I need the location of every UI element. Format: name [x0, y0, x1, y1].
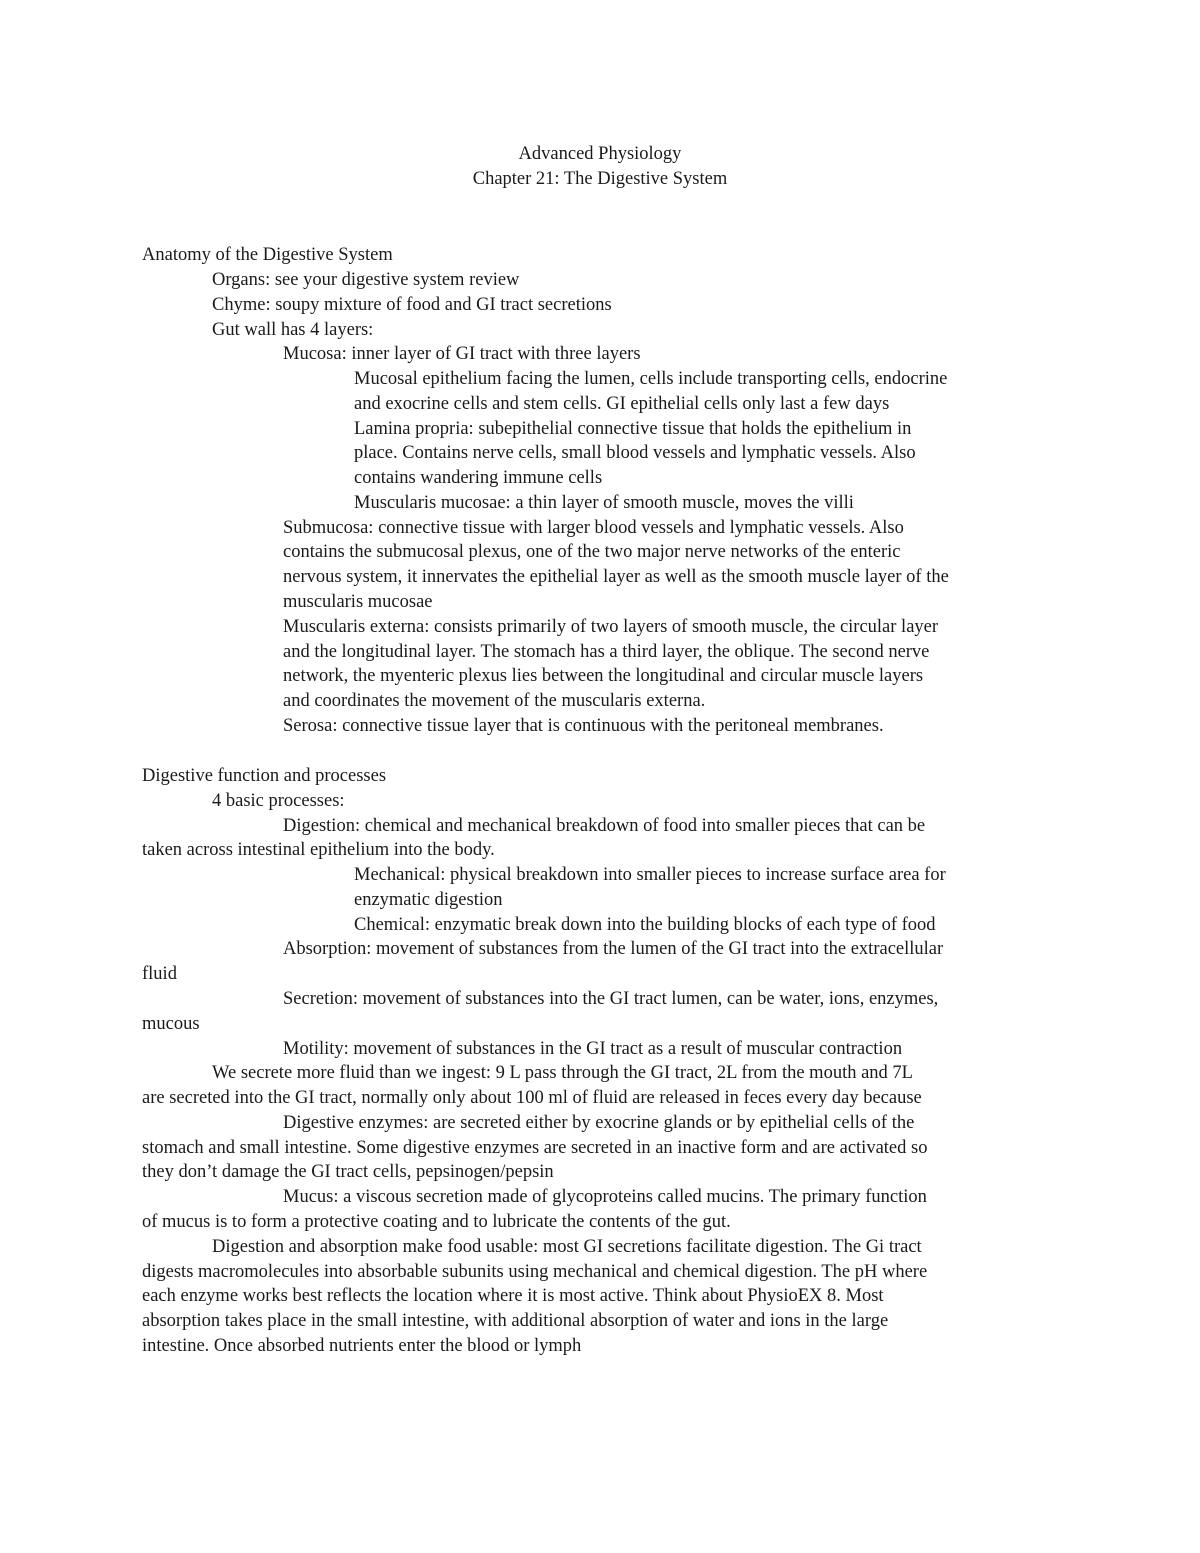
submucosa-line-1: Submucosa: connective tissue with larger blood vessels and lymphatic vessels. Also	[283, 518, 904, 538]
chapter-title: Chapter 21: The Digestive System	[472, 169, 728, 189]
lamina-propria-line-2: place. Contains nerve cells, small blood vessels and lymphatic vessels. Also	[354, 443, 916, 463]
enzymes-line-1: Digestive enzymes: are secreted either by exocrine glands or by epithelial cells of the	[283, 1113, 915, 1133]
secretion-line-1: Secretion: movement of substances into the GI tract lumen, can be water, ions, enzymes,	[283, 989, 939, 1009]
submucosa-line-3: nervous system, it innervates the epithelial layer as well as the smooth muscle layer of the	[283, 567, 949, 587]
submucosa-line-2: contains the submucosal plexus, one of the two major nerve networks of the enteric	[283, 542, 901, 562]
mechanical-line-2: enzymatic digestion	[354, 890, 503, 910]
digestion-line-1: Digestion: chemical and mechanical breakdown of food into smaller pieces that can be	[283, 816, 926, 836]
absorption-line-1: Absorption: movement of substances from the lumen of the GI tract into the extracellular	[283, 939, 944, 959]
organs-line: Organs: see your digestive system review	[212, 270, 520, 290]
muscularis-externa-line-2: and the longitudinal layer. The stomach has a third layer, the oblique. The second nerve	[283, 642, 930, 662]
usable-line-4: absorption takes place in the small intestine, with additional absorption of water and ions in the large	[142, 1311, 889, 1331]
usable-line-2: digests macromolecules into absorbable subunits using mechanical and chemical digestion. The pH where	[142, 1262, 928, 1282]
chyme-line: Chyme: soupy mixture of food and GI tract secretions	[212, 295, 612, 315]
enzymes-line-2: stomach and small intestine. Some digestive enzymes are secreted in an inactive form and are activated so	[142, 1138, 928, 1158]
fluid-line-1: We secrete more fluid than we ingest: 9 L pass through the GI tract, 2L from the mouth and 7L	[212, 1063, 913, 1083]
absorption-line-2: fluid	[142, 964, 177, 984]
usable-line-3: each enzyme works best reflects the location where it is most active. Think about PhysioEX 8. Most	[142, 1286, 884, 1306]
digestion-line-2: taken across intestinal epithelium into the body.	[142, 840, 495, 860]
section-heading-anatomy: Anatomy of the Digestive System	[142, 245, 393, 265]
section-heading-function: Digestive function and processes	[142, 766, 387, 786]
muscularis-externa-line-4: and coordinates the movement of the muscularis externa.	[283, 691, 706, 711]
muscularis-mucosae-line: Muscularis mucosae: a thin layer of smooth muscle, moves the villi	[354, 493, 854, 513]
fluid-line-2: are secreted into the GI tract, normally only about 100 ml of fluid are released in feces every day because	[142, 1088, 922, 1108]
gut-wall-line: Gut wall has 4 layers:	[212, 320, 374, 340]
mucus-line-2: of mucus is to form a protective coating and to lubricate the contents of the gut.	[142, 1212, 731, 1232]
lamina-propria-line-1: Lamina propria: subepithelial connective tissue that holds the epithelium in	[354, 419, 912, 439]
secretion-line-2: mucous	[142, 1014, 200, 1034]
mucosal-epithelium-line-1: Mucosal epithelium facing the lumen, cells include transporting cells, endocrine	[354, 369, 948, 389]
mucosal-epithelium-line-2: and exocrine cells and stem cells. GI epithelial cells only last a few days	[354, 394, 890, 414]
lamina-propria-line-3: contains wandering immune cells	[354, 468, 603, 488]
muscularis-externa-line-1: Muscularis externa: consists primarily of two layers of smooth muscle, the circular layer	[283, 617, 939, 637]
chemical-line: Chemical: enzymatic break down into the building blocks of each type of food	[354, 915, 936, 935]
basic-processes-line: 4 basic processes:	[212, 791, 345, 811]
usable-line-1: Digestion and absorption make food usable: most GI secretions facilitate digestion. The Gi tract	[212, 1237, 922, 1257]
submucosa-line-4: muscularis mucosae	[283, 592, 433, 612]
serosa-line: Serosa: connective tissue layer that is continuous with the peritoneal membranes.	[283, 716, 884, 736]
mechanical-line-1: Mechanical: physical breakdown into smaller pieces to increase surface area for	[354, 865, 946, 885]
document-title: Advanced Physiology	[518, 144, 682, 164]
mucus-line-1: Mucus: a viscous secretion made of glycoproteins called mucins. The primary function	[283, 1187, 927, 1207]
motility-line: Motility: movement of substances in the GI tract as a result of muscular contraction	[283, 1039, 903, 1059]
usable-line-5: intestine. Once absorbed nutrients enter the blood or lymph	[142, 1336, 582, 1356]
muscularis-externa-line-3: network, the myenteric plexus lies between the longitudinal and circular muscle layers	[283, 666, 924, 686]
mucosa-line: Mucosa: inner layer of GI tract with three layers	[283, 344, 641, 364]
enzymes-line-3: they don’t damage the GI tract cells, pepsinogen/pepsin	[142, 1162, 554, 1182]
